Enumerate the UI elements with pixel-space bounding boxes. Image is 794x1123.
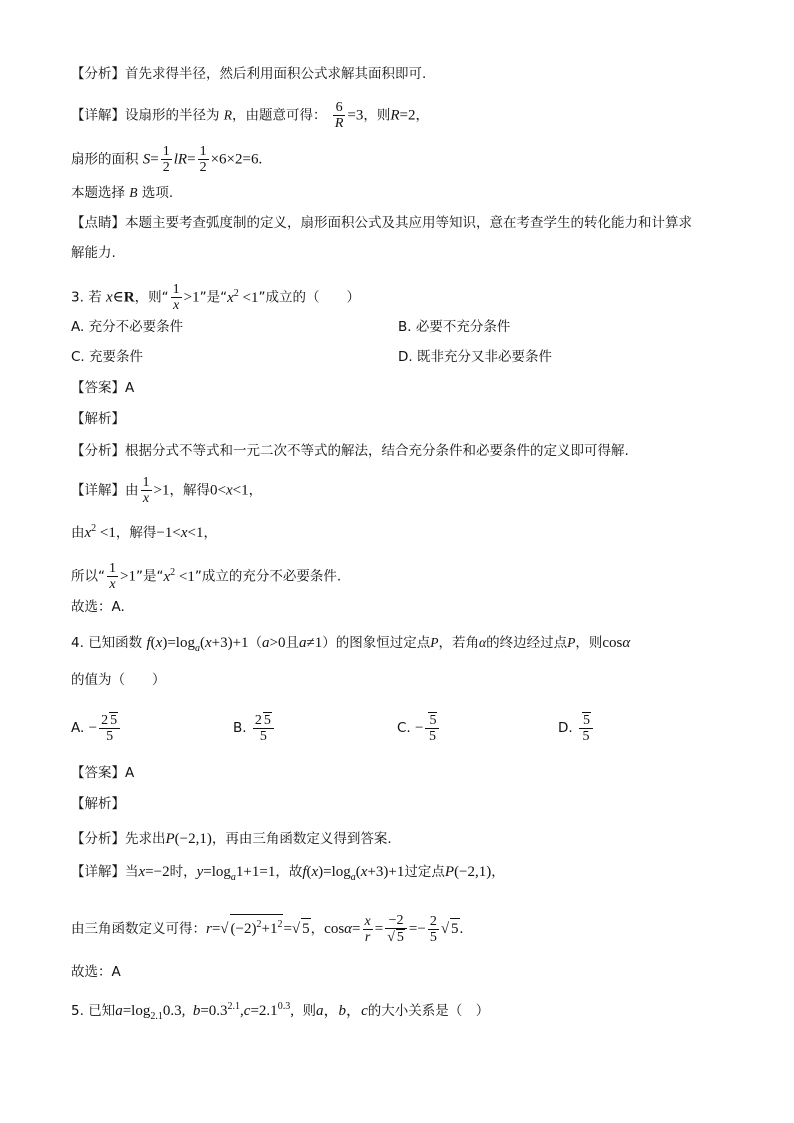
fraction-neg2-over-sqrt5: $\frac{-2}{√ 5}$ (385, 913, 407, 945)
math-area: S= (142, 151, 159, 168)
fraction-x-over-r: $\frac{x}{r}$ (364, 913, 371, 945)
q3-detail-tag: 【详解】由 (71, 482, 139, 499)
q4-stem-a: 已知函数 (88, 635, 143, 651)
math-x2-lt1-3: $x^2 <1$ (163, 566, 195, 585)
q4-l2-a: 由三角函数定义可得： (71, 921, 206, 937)
remark-line-1 (71, 213, 692, 233)
choose-line (71, 183, 173, 203)
math-R: R (223, 107, 233, 123)
q4-detail-d: 过定点 (404, 864, 445, 880)
q4-option-b-label: B. (233, 720, 247, 736)
math-x-eq-neg2: x=−2 (138, 864, 170, 880)
question-4-number: 4. (71, 635, 84, 651)
q4-option-d-label: D. (558, 720, 573, 736)
q4-answer-text: 【答案】A (71, 765, 135, 781)
math-cos-alpha: cosα (602, 635, 631, 651)
q4-option-c-label: C. (397, 720, 411, 736)
math-function: $f(x)=\log_a(x+3)+1$ (146, 635, 249, 654)
question-4-stem (71, 633, 630, 659)
q4-detail-b: 时， (169, 864, 197, 880)
q4-jiexi (71, 794, 125, 814)
q3-l2-b: ，解得 (115, 525, 157, 541)
q4-option-a[interactable] (71, 712, 122, 744)
detail-then: ，则 (363, 107, 391, 124)
q3-option-c[interactable] (71, 347, 143, 367)
fraction-opt-a: $\frac{2 5}{5}$ (99, 712, 120, 744)
fraction-6-over-R: $\frac{6}{R}$ (334, 100, 344, 131)
math-0-x-1: 0<x<1 (209, 482, 249, 499)
detail-mid: ，由题意可得： (232, 107, 327, 124)
q4-stem-line2: 的值为（ ） (71, 672, 166, 688)
detail-line: 【详解】设扇形的半径为 R，由题意可得： $\frac{6}{R}$ =3，则R=2， (71, 100, 430, 131)
math-gt1-3: >1 (120, 568, 136, 585)
math-gt1: >1 (183, 289, 200, 306)
math-minus-2: − (415, 720, 424, 736)
q3-option-b-text: B. 必要不充分条件 (398, 319, 511, 335)
q3-l3-b: ”是“ (135, 568, 164, 585)
math-gt1-2: >1 (153, 482, 170, 499)
fraction-opt-b: $\frac{2 5}{5}$ (253, 712, 274, 744)
q3-option-d[interactable] (398, 347, 552, 367)
math-P-2: P (567, 635, 576, 650)
math-minus: − (88, 720, 98, 736)
fraction-opt-c: $\frac{5}{5}$ (425, 712, 439, 744)
fraction-1-over-x-3: $\frac{1}{x}$ (109, 561, 116, 592)
choose-option: B (129, 185, 138, 200)
q3-answer-text: 【答案】A (71, 380, 135, 396)
area-line (71, 144, 262, 175)
remark-text-1: 【点睛】本题主要考查弧度制的定义，扇形面积公式及其应用等知识，意在考查学生的转化能力和计算求 (71, 215, 692, 231)
q4-stem-d: 的终边经过点 (486, 635, 568, 651)
math-x2-lt1: $x^2 <1$ (227, 287, 259, 306)
q5-stem-a: 已知 (88, 1003, 116, 1019)
math-P-point-2: P(−2,1) (444, 864, 492, 880)
math-r: r=√ $(-2)^2+1^2=√$ 5 (206, 921, 311, 937)
q3-analysis-text: 【分析】根据分式不等式和一元二次不等式的解法，结合充分条件和必要条件的定义即可得解. (71, 443, 629, 459)
fraction-1-over-x-2: $\frac{1}{x}$ (142, 475, 150, 506)
choose-end: 选项. (141, 185, 174, 201)
question-3-number: 3. (71, 289, 84, 306)
math-a-gt0: a>0 (262, 635, 286, 651)
q4-paren: （ (248, 635, 263, 651)
fraction-half-2: $\frac{1}{2}$ (199, 144, 207, 175)
fraction-2-over-5: $\frac{2}{5}$ (429, 913, 437, 945)
q4-jiexi-text: 【解析】 (71, 796, 125, 812)
q4-answer (71, 763, 134, 783)
math-P-point: P(−2,1) (165, 831, 212, 847)
math-neg1-x-1: −1<x<1 (156, 525, 204, 541)
math-x2-lt1-2: $x^2 <1$ (84, 523, 116, 541)
q3-answer (71, 378, 134, 398)
q4-stem-b: ）的图象恒过定点 (322, 635, 431, 651)
math-eq: = (374, 921, 384, 937)
q4-option-c[interactable] (397, 712, 441, 744)
math-R-eq-2: R=2 (390, 107, 416, 124)
math-x-in-R: x∈R (105, 289, 135, 306)
q4-conclusion (71, 962, 121, 982)
q4-detail-2: 由三角函数定义可得：r=√ $(-2)^2+1^2=√$ 5，cosα= $\frac{x}{r}$ = $\frac{-2}{√ 5}$ =− $\frac{2}{5}$ √ 5. (71, 913, 464, 945)
fraction-opt-d: $\frac{5}{5}$ (579, 712, 593, 744)
math-fx: $f(x)=\log_a(x+3)+1$ (302, 864, 405, 883)
q4-conclusion-text: 故选：A (71, 964, 121, 980)
question-4-stem-2 (71, 670, 166, 690)
question-5-stem (71, 997, 489, 1027)
math-P: P (430, 635, 439, 650)
q3-analysis (71, 441, 629, 461)
q3-conclusion (71, 597, 125, 617)
analysis-line (71, 64, 426, 84)
q3-conclusion-text: 故选：A. (71, 599, 125, 615)
q3-detail-3 (71, 561, 341, 592)
q3-option-a[interactable] (71, 317, 183, 337)
q5-stem-c: 的大小关系是（ ） (367, 1003, 490, 1019)
math-cos: cosα= (324, 921, 361, 937)
q4-analysis-b: ，再由三角函数定义得到答案. (211, 831, 392, 847)
q3-detail-2: 由$x^2 <1$，解得−1<x<1， (71, 523, 217, 541)
q3-detail-mid: ，解得 (169, 482, 210, 499)
math-q5-values: $a=\log_{2.1}0.3$, $b=0.3^{2.1},c=2.1^{0.3}$, (115, 1001, 294, 1022)
q3-option-b[interactable] (398, 317, 510, 337)
q4-detail-1: 【详解】当x=−2时，$y=\log_a1+1=1$，故$f(x)=\log_a(x+3)+1$过定点P(−2,1)， (71, 864, 505, 883)
math-a-ne1: a≠1 (299, 635, 323, 651)
q4-and: 且 (285, 635, 300, 651)
q5-stem-b: 则 (302, 1003, 317, 1019)
detail-text: 设扇形的半径为 (125, 107, 220, 124)
q3-stem-c: ”是“ (199, 289, 228, 306)
q3-jiexi-text: 【解析】 (71, 411, 125, 427)
q3-l3-a: 所以“ (71, 568, 105, 585)
analysis-text: 【分析】首先求得半径，然后利用面积公式求解其面积即可. (71, 66, 427, 82)
math-eq3: =3 (347, 107, 364, 124)
remark-text-2: 解能力. (71, 245, 116, 261)
q3-option-d-text: D. 既非充分又非必要条件 (398, 349, 552, 365)
q3-detail-1: 【详解】由 $\frac{1}{x}$ >1，解得0<x<1， (71, 475, 263, 506)
q3-l2-a: 由 (71, 525, 85, 541)
q4-option-a-label: A. (71, 720, 85, 736)
question-5-number: 5. (71, 1003, 84, 1019)
q3-stem-d: ”成立的（ ） (258, 289, 360, 306)
math-sqrt5: √ 5. (441, 921, 463, 937)
question-3-stem (71, 282, 360, 313)
remark-line-2 (71, 243, 116, 263)
q3-l3-c: ”成立的充分不必要条件. (194, 568, 342, 585)
q3-option-a-text: A. 充分不必要条件 (71, 319, 184, 335)
choose-text: 本题选择 (71, 185, 125, 201)
math-abc: a，b，c (316, 1003, 368, 1019)
q4-detail-c: ，故 (275, 864, 303, 880)
math-alpha: α (479, 635, 487, 650)
q3-option-c-text: C. 充要条件 (71, 349, 144, 365)
area-text: 扇形的面积 (71, 151, 139, 168)
q4-option-b[interactable] (233, 712, 276, 744)
q4-option-d[interactable] (558, 712, 595, 744)
q4-analysis-a: 【分析】先求出 (71, 831, 166, 847)
q4-stem-c: ，若角 (438, 635, 479, 651)
math-y-eq: $y=\log_a1+1=1$ (196, 864, 276, 883)
math-product: ×6×2=6. (210, 151, 263, 168)
q4-detail-tag: 【详解】当 (71, 864, 139, 880)
q4-analysis (71, 829, 392, 849)
q3-stem-a: 若 (88, 289, 102, 306)
fraction-1-over-x: $\frac{1}{x}$ (172, 282, 180, 313)
q3-jiexi (71, 409, 125, 429)
q4-stem-e: ，则 (575, 635, 603, 651)
math-eq-neg: =− (408, 921, 426, 937)
q3-stem-b: ，则“ (134, 289, 169, 306)
fraction-half-1: $\frac{1}{2}$ (162, 144, 170, 175)
detail-tag: 【详解】 (71, 107, 125, 124)
math-lR: lR= (173, 151, 196, 168)
